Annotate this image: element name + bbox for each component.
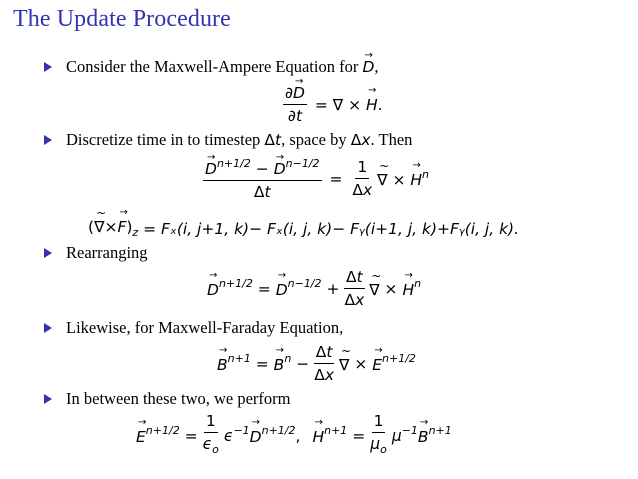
bullet-4-text: Likewise, for Maxwell-Faraday Equation, bbox=[66, 318, 344, 337]
bullet-2: Discretize time in to timestep Δt, space by Δx. Then bbox=[66, 130, 412, 150]
bullet-3-text: Rearranging bbox=[66, 243, 148, 262]
bullet-2-tail: . Then bbox=[370, 130, 413, 149]
bullet-triangle-icon bbox=[44, 135, 52, 145]
bullet-1-text: Consider the Maxwell-Ampere Equation for bbox=[66, 57, 363, 76]
bullet-triangle-icon bbox=[44, 62, 52, 72]
equation-constitutive: → $E^{n+1/2}$ = $\frac{1}{\epsilon_o}$ $\epsilon^{-1}\to D^{n+1/2}$, → $H^{n+1}$ = $\frac{1}{\mu_o}$ $\mu^{-1}\to B^{n+1}$ bbox=[136, 412, 452, 459]
equation-discrete-curl: (~ ∇×→ $F)_z$ = Fₓ(i, j+1, k)− Fₓ(i, j, k)− Fᵧ(i+1, j, k)+Fᵧ(i, j, k). bbox=[88, 218, 519, 239]
bullet-3 bbox=[66, 243, 148, 263]
bullet-4 bbox=[66, 318, 343, 338]
bullet-triangle-icon bbox=[44, 394, 52, 404]
bullet-triangle-icon bbox=[44, 248, 52, 258]
bullet-triangle-icon bbox=[44, 323, 52, 333]
bullet-5 bbox=[66, 389, 291, 409]
equation-maxwell-ampere: $\frac{\partial\to D}{\partial t}$ = ∇ × → H. bbox=[280, 84, 383, 125]
equation-b-update: → $B^{n+1}$ = → $B^n$ − $\frac{\Delta t}{\Delta x}$ ~ ∇ × → $E^{n+1/2}$ bbox=[217, 343, 416, 384]
bullet-2-mid: , space by bbox=[281, 130, 351, 149]
bullet-5-text: In between these two, we perform bbox=[66, 389, 291, 408]
bullet-1: Consider the Maxwell-Ampere Equation for → D, bbox=[66, 57, 379, 77]
bullet-2-text: Discretize time in to timestep bbox=[66, 130, 265, 149]
bullet-1-tail: , bbox=[374, 57, 379, 76]
discrete-curl-text: = Fₓ(i, j+1, k)− Fₓ(i, j, k)− Fᵧ(i+1, j, k)+Fᵧ(i, j, k). bbox=[143, 219, 520, 238]
equation-discretized: → $\frac{D^{n+1/2} - \to D^{n-1/2}}{\Delta t}$ = $\frac{1}{\Delta x}$ ~ ∇ × → $H^n$ bbox=[200, 156, 429, 201]
equation-d-update: → $D^{n+1/2}$ = → $D^{n-1/2}$ + $\frac{\Delta t}{\Delta x}$ ~ ∇ × → $H^n$ bbox=[207, 268, 421, 309]
slide-title: The Update Procedure bbox=[13, 6, 231, 32]
